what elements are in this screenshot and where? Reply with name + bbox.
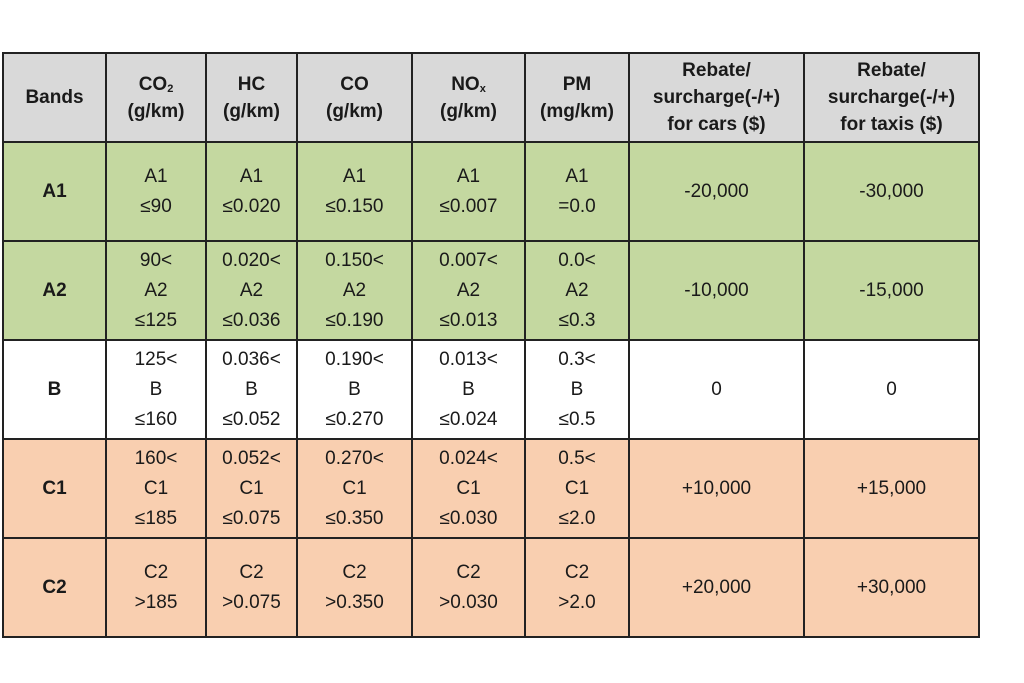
pm-cell: 0.0< A2 ≤0.3 bbox=[525, 241, 629, 340]
header-co-unit: (g/km) bbox=[326, 100, 383, 122]
band-cell: A1 bbox=[3, 142, 106, 241]
cars-rebate-cell: -20,000 bbox=[629, 142, 804, 241]
header-row bbox=[3, 53, 979, 142]
header-co2-subscript: 2 bbox=[167, 82, 174, 95]
hc-cell: 0.052< C1 ≤0.075 bbox=[206, 439, 297, 538]
header-taxis-line2: surcharge(-/+) bbox=[827, 87, 956, 108]
co-cell: 0.190< B ≤0.270 bbox=[297, 340, 412, 439]
header-taxis bbox=[804, 53, 979, 142]
table-row-b bbox=[3, 340, 979, 439]
hc-cell: C2 >0.075 bbox=[206, 538, 297, 637]
header-pm-unit: (mg/km) bbox=[540, 100, 614, 122]
cars-rebate-cell: 0 bbox=[629, 340, 804, 439]
header-hc-unit: (g/km) bbox=[223, 100, 280, 122]
pm-cell: 0.5< C1 ≤2.0 bbox=[525, 439, 629, 538]
co2-cell: A1 ≤90 bbox=[106, 142, 206, 241]
co2-cell: 125< B ≤160 bbox=[106, 340, 206, 439]
header-co2 bbox=[106, 53, 206, 142]
band-cell: C1 bbox=[3, 439, 106, 538]
cars-rebate-cell: +10,000 bbox=[629, 439, 804, 538]
header-cars-line1: Rebate/ bbox=[682, 60, 751, 81]
band-cell: B bbox=[3, 340, 106, 439]
nox-cell: 0.007< A2 ≤0.013 bbox=[412, 241, 525, 340]
table-row-c2 bbox=[3, 538, 979, 637]
co-cell: A1 ≤0.150 bbox=[297, 142, 412, 241]
co2-cell: 90< A2 ≤125 bbox=[106, 241, 206, 340]
header-co2-label: CO bbox=[138, 73, 168, 95]
header-co2-unit: (g/km) bbox=[127, 100, 185, 122]
header-cars-line3: for cars ($) bbox=[667, 114, 766, 135]
nox-cell: 0.024< C1 ≤0.030 bbox=[412, 439, 525, 538]
hc-cell: 0.020< A2 ≤0.036 bbox=[206, 241, 297, 340]
table-row-a1 bbox=[3, 142, 979, 241]
header-nox-subscript: x bbox=[479, 82, 486, 95]
cars-rebate-cell: -10,000 bbox=[629, 241, 804, 340]
pm-cell: 0.3< B ≤0.5 bbox=[525, 340, 629, 439]
co-cell: 0.150< A2 ≤0.190 bbox=[297, 241, 412, 340]
nox-cell: A1 ≤0.007 bbox=[412, 142, 525, 241]
pm-cell: C2 >2.0 bbox=[525, 538, 629, 637]
band-cell: A2 bbox=[3, 241, 106, 340]
co2-cell: 160< C1 ≤185 bbox=[106, 439, 206, 538]
header-pm bbox=[525, 53, 629, 142]
taxis-rebate-cell: -15,000 bbox=[804, 241, 979, 340]
hc-cell: A1 ≤0.020 bbox=[206, 142, 297, 241]
taxis-rebate-cell: -30,000 bbox=[804, 142, 979, 241]
header-pm-label: PM bbox=[562, 73, 592, 95]
header-co-label: CO bbox=[340, 73, 369, 95]
header-taxis-line1: Rebate/ bbox=[857, 60, 926, 81]
co-cell: C2 >0.350 bbox=[297, 538, 412, 637]
co-cell: 0.270< C1 ≤0.350 bbox=[297, 439, 412, 538]
taxis-rebate-cell: +15,000 bbox=[804, 439, 979, 538]
table-row-c1 bbox=[3, 439, 979, 538]
taxis-rebate-cell: +30,000 bbox=[804, 538, 979, 637]
header-hc-label: HC bbox=[237, 73, 266, 95]
header-hc bbox=[206, 53, 297, 142]
taxis-rebate-cell: 0 bbox=[804, 340, 979, 439]
nox-cell: C2 >0.030 bbox=[412, 538, 525, 637]
band-cell: C2 bbox=[3, 538, 106, 637]
co2-cell: C2 >185 bbox=[106, 538, 206, 637]
header-taxis-line3: for taxis ($) bbox=[840, 114, 943, 135]
header-nox bbox=[412, 53, 525, 142]
hc-cell: 0.036< B ≤0.052 bbox=[206, 340, 297, 439]
header-nox-unit: (g/km) bbox=[440, 100, 497, 122]
pm-cell: A1 =0.0 bbox=[525, 142, 629, 241]
header-nox-label: NO bbox=[451, 73, 480, 95]
cars-rebate-cell: +20,000 bbox=[629, 538, 804, 637]
table-row-a2 bbox=[3, 241, 979, 340]
nox-cell: 0.013< B ≤0.024 bbox=[412, 340, 525, 439]
header-cars bbox=[629, 53, 804, 142]
header-co bbox=[297, 53, 412, 142]
header-bands: Bands bbox=[3, 53, 106, 142]
emissions-bands-table bbox=[2, 52, 980, 638]
header-cars-line2: surcharge(-/+) bbox=[652, 87, 781, 108]
